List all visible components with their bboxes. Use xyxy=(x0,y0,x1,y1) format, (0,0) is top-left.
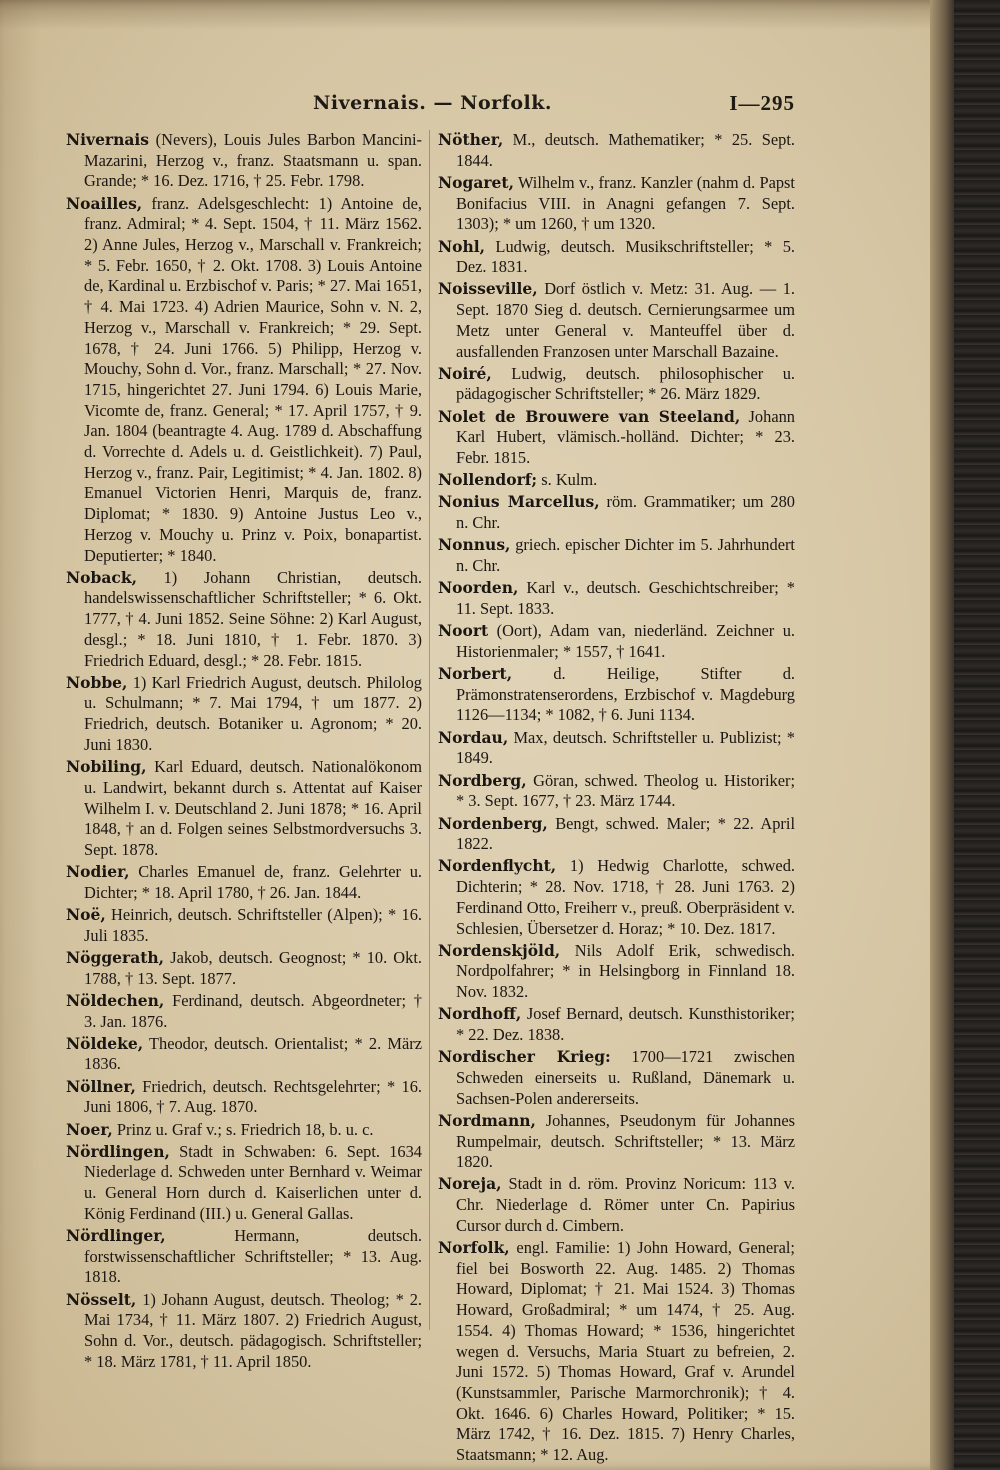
entry-headword: Noiré, xyxy=(438,363,492,383)
entry-headword: Nonius Marcellus, xyxy=(438,492,600,512)
entry-headword: Noorden, xyxy=(438,578,519,598)
left-column xyxy=(66,130,422,1374)
book-spine-edge xyxy=(954,0,1000,1470)
entry-headword: Nolet de Brouwere van Steeland, xyxy=(438,406,741,426)
dictionary-entry xyxy=(66,1142,422,1225)
dictionary-entry xyxy=(438,130,795,171)
entry-headword: Noailles, xyxy=(66,193,143,213)
entry-text: Karl v., deutsch. Geschichtschreiber; * 11. Sept. 1833. xyxy=(456,578,795,618)
entry-headword: Norfolk, xyxy=(438,1238,510,1258)
dictionary-entry xyxy=(66,194,422,567)
entry-headword: Nöggerath, xyxy=(66,947,165,967)
column-divider xyxy=(429,130,430,1330)
dictionary-entry xyxy=(438,856,795,939)
entry-text: 1700—1721 zwischen Schweden einerseits u. Rußland, Dänemark u. Sachsen-Polen andererseits. xyxy=(456,1047,795,1108)
entry-text: Heinrich, deutsch. Schriftsteller (Alpen); * 16. Juli 1835. xyxy=(84,905,422,945)
entry-headword: Noreja, xyxy=(438,1174,502,1194)
entry-headword: Nohl, xyxy=(438,236,486,256)
entry-text: engl. Familie: 1) John Howard, General; fiel bei Bosworth 22. Aug. 1485. 2) Thomas Howard, Diplomat; † 21. Mai 1524. 3) Thomas Howard, Großadmiral; * um 1474, † 25. Aug. 1554. 4) Thomas Howard; * 1536, hingerichtet wegen d. Versuchs, Maria Stuart zu befreien, 2. Juni 1572. 5) Thomas Howard, Graf v. Arundel (Kunstsammler, Parische Marmorchronik); † 4. Okt. 1646. 6) Charles Howard, Politiker; * 15. März 1742, † 16. Dez. 1815. 7) Henry Charles, Staatsmann; * 12. Aug. xyxy=(456,1238,795,1465)
entry-headword: Nordau, xyxy=(438,727,509,747)
dictionary-entry xyxy=(438,1238,795,1466)
entry-text: Prinz u. Graf v.; s. Friedrich 18, b. u. c. xyxy=(112,1119,374,1139)
entry-text: Bengt, schwed. Maler; * 22. April 1822. xyxy=(456,813,795,854)
dictionary-entry xyxy=(438,407,795,469)
entry-headword: Nollendorf; xyxy=(438,470,538,490)
dictionary-entry xyxy=(66,1290,422,1373)
dictionary-entry xyxy=(438,364,795,405)
dictionary-entry xyxy=(66,991,422,1032)
entry-text: franz. Adelsgeschlecht: 1) Antoine de, franz. Admiral; * 4. Sept. 1504, † 11. März 1562. 2) Anne Jules, Herzog v., Marschall v. Frankreich; * 5. Febr. 1650, † 2. Okt. 1708. 3) Louis Antoine de, Kardinal u. Erzbischof v. Paris; * 27. Mai 1651, † 4. Mai 1723. 4) Adrien Maurice, Sohn v. N. 2, Herzog v., Marschall v. Frankreich; * 29. Sept. 1678, † 24. Juni 1766. 5) Philipp, Herzog v. Mouchy, Sohn d. Vor., franz. Marschall; * 27. Nov. 1715, hingerichtet 27. Juni 1794. 6) Louis Marie, Vicomte de, franz. General; * 17. April 1757, † 9. Jan. 1804 (beantragte 4. Aug. 1789 d. Abschaffung d. Vorrechte d. Adels u. d. Geistlichkeit). 7) Paul, Herzog v., franz. Pair, Legitimist; * 4. Jan. 1802. 8) Emanuel Victorien Henri, Marquis de, franz. Diplomat; * 1830. 9) Antoine Justus Leo v., Herzog v. Mouchy u. Prinz v. Poix, bonapartist. Deputierter; * 1840. xyxy=(84,193,422,565)
entry-headword: Noisseville, xyxy=(438,279,538,299)
dictionary-entry xyxy=(438,237,795,278)
dictionary-entry xyxy=(438,1004,795,1045)
dictionary-entry xyxy=(438,941,795,1003)
entry-headword: Nordmann, xyxy=(438,1110,536,1130)
entry-headword: Nöther, xyxy=(438,130,504,149)
dictionary-entry xyxy=(66,1226,422,1288)
right-column xyxy=(438,130,795,1467)
entry-text: 1) Hedwig Charlotte, schwed. Dichterin; * 28. Nov. 1718, † 28. Juni 1763. 2) Ferdinand Otto, Freiherr v., preuß. Oberpräsident v. Schlesien, Übersetzer d. Horaz; * 10. Dez. 1817. xyxy=(456,856,795,938)
entry-headword: Nobiling, xyxy=(66,757,147,777)
entry-headword: Noë, xyxy=(66,905,106,925)
entry-text: Charles Emanuel de, franz. Gelehrter u. Dichter; * 18. April 1780, † 26. Jan. 1844. xyxy=(84,862,422,902)
dictionary-entry xyxy=(438,470,795,491)
entry-text: Stadt in d. röm. Provinz Noricum: 113 v. Chr. Niederlage d. Römer unter Cn. Papirius Cursor durch d. Cimbern. xyxy=(456,1174,795,1235)
entry-headword: Nördlinger, xyxy=(66,1226,166,1246)
dictionary-entry xyxy=(66,673,422,756)
entry-text: Max, deutsch. Schriftsteller u. Publizist; * 1849. xyxy=(456,727,795,768)
dictionary-entry xyxy=(438,173,795,235)
entry-text: Stadt in Schwaben: 6. Sept. 1634 Niederlage d. Schweden unter Bernhard v. Weimar u. General Horn durch d. Kaiserlichen unter d. König Ferdinand (III.) u. General Gallas. xyxy=(84,1141,422,1223)
entry-text: Johann Karl Hubert, vlämisch.-holländ. Dichter; * 23. Febr. 1815. xyxy=(456,406,795,468)
page-number: I—295 xyxy=(729,91,795,115)
entry-headword: Norbert, xyxy=(438,664,513,684)
dictionary-entry xyxy=(66,568,422,672)
entry-headword: Nobbe, xyxy=(66,672,128,692)
dictionary-entry xyxy=(66,862,422,903)
entry-text: griech. epischer Dichter im 5. Jahrhundert n. Chr. xyxy=(456,535,795,576)
entry-headword: Nordischer Krieg: xyxy=(438,1047,611,1067)
entry-text: 1) Johann Christian, deutsch. handelswissenschaftlicher Schriftsteller; * 6. Okt. 1777, † 4. Juni 1852. Seine Söhne: 2) Karl August, desgl.; * 18. Juni 1810, † 1. Febr. 1870. 3) Friedrich Eduard, desgl.; * 28. Febr. 1815. xyxy=(84,567,422,670)
dictionary-entry xyxy=(438,1174,795,1236)
dictionary-entry xyxy=(66,905,422,946)
entry-text: M., deutsch. Mathematiker; * 25. Sept. 1844. xyxy=(456,130,795,170)
dictionary-entry xyxy=(438,664,795,726)
entry-headword: Nogaret, xyxy=(438,172,514,192)
dictionary-entry xyxy=(438,578,795,619)
entry-headword: Nordenskjöld, xyxy=(438,940,561,960)
dictionary-entry xyxy=(66,130,422,192)
entry-text: Wilhelm v., franz. Kanzler (nahm d. Papst Bonifacius VIII. in Anagni gefangen 7. Sept. 1303); * um 1260, † um 1320. xyxy=(456,172,795,234)
entry-headword: Noback, xyxy=(66,567,137,587)
entry-text: Karl Eduard, deutsch. Nationalökonom u. Landwirt, bekannt durch s. Attentat auf Kaiser Wilhelm I. v. Deutschland 2. Juni 1878; * 16. April 1848, † an d. Folgen seines Selbstmordversuchs 3. Sept. 1878. xyxy=(84,757,422,859)
entry-text: Nils Adolf Erik, schwedisch. Nordpolfahrer; * in Helsingborg in Finnland 18. Nov. 1832. xyxy=(456,940,795,1002)
entry-headword: Nordenflycht, xyxy=(438,856,557,876)
entry-text: Josef Bernard, deutsch. Kunsthistoriker; * 22. Dez. 1838. xyxy=(456,1004,795,1045)
dictionary-entry xyxy=(66,948,422,989)
entry-text: s. Kulm. xyxy=(537,470,598,490)
entry-text: 1) Johann August, deutsch. Theolog; * 2. Mai 1734, † 11. März 1807. 2) Friedrich August, Sohn d. Vor., deutsch. pädagogisch. Schriftsteller; * 18. März 1781, † 11. April 1850. xyxy=(84,1289,422,1371)
entry-headword: Noer, xyxy=(66,1119,113,1139)
dictionary-entry xyxy=(438,814,795,855)
entry-headword: Nösselt, xyxy=(66,1289,137,1309)
entry-headword: Nöldeke, xyxy=(66,1033,144,1053)
entry-text: Dorf östlich v. Metz: 31. Aug. — 1. Sept. 1870 Sieg d. deutsch. Cernierungsarmee um Metz unter General v. Manteuffel über d. ausfallenden Franzosen unter Marschall Bazaine. xyxy=(456,279,795,361)
page-header xyxy=(70,88,795,118)
entry-text: 1) Karl Friedrich August, deutsch. Philolog u. Schulmann; * 7. Mai 1794, † um 1877. 2) Friedrich, deutsch. Botaniker u. Agronom; * 20. Juni 1830. xyxy=(84,672,422,754)
entry-text: d. Heilige, Stifter d. Prämonstratenserordens, Erzbischof v. Magdeburg 1126—1134; * 1082, † 6. Juni 1134. xyxy=(456,664,795,725)
entry-headword: Nonnus, xyxy=(438,535,511,555)
entry-headword: Nöllner, xyxy=(66,1076,136,1096)
entry-headword: Nivernais xyxy=(66,130,150,149)
dictionary-entry xyxy=(438,535,795,576)
dictionary-entry xyxy=(66,1120,422,1141)
entry-text: Theodor, deutsch. Orientalist; * 2. März 1836. xyxy=(84,1033,422,1074)
running-head: Nivernais. — Norfolk. xyxy=(312,92,552,114)
entry-text: Ludwig, deutsch. philosophischer u. pädagogischer Schriftsteller; * 26. März 1829. xyxy=(456,363,795,404)
entry-headword: Nördlingen, xyxy=(66,1141,170,1161)
dictionary-entry xyxy=(438,1111,795,1173)
dictionary-entry xyxy=(438,279,795,362)
entry-text: (Nevers), Louis Jules Barbon Mancini-Mazarini, Herzog v., franz. Staatsmann u. span. Grande; * 16. Dez. 1716, † 25. Febr. 1798. xyxy=(84,130,422,191)
entry-text: Friedrich, deutsch. Rechtsgelehrter; * 16. Juni 1806, † 7. Aug. 1870. xyxy=(84,1076,422,1117)
dictionary-entry xyxy=(66,1034,422,1075)
dictionary-entry xyxy=(66,757,422,861)
entry-text: Hermann, deutsch. forstwissenschaftlicher Schriftsteller; * 13. Aug. 1818. xyxy=(84,1226,422,1287)
entry-text: (Oort), Adam van, niederländ. Zeichner u. Historienmaler; * 1557, † 1641. xyxy=(456,621,795,661)
entry-headword: Nordenberg, xyxy=(438,813,548,833)
entry-headword: Nordhoff, xyxy=(438,1004,522,1024)
entry-text: Ferdinand, deutsch. Abgeordneter; † 3. Jan. 1876. xyxy=(84,990,422,1031)
dictionary-entry xyxy=(438,771,795,812)
entry-headword: Nordberg, xyxy=(438,770,527,790)
entry-text: Göran, schwed. Theolog u. Historiker; * 3. Sept. 1677, † 23. März 1744. xyxy=(456,770,795,811)
dictionary-entry xyxy=(438,621,795,662)
entry-text: röm. Grammatiker; um 280 n. Chr. xyxy=(456,492,795,533)
dictionary-entry xyxy=(438,1047,795,1109)
page-edge xyxy=(930,0,954,1470)
entry-text: Ludwig, deutsch. Musikschriftsteller; * 5. Dez. 1831. xyxy=(456,236,795,277)
entry-text: Johannes, Pseudonym für Johannes Rumpelmair, deutsch. Schriftsteller; * 13. März 1820. xyxy=(456,1110,795,1172)
entry-headword: Nodier, xyxy=(66,862,130,882)
dictionary-entry xyxy=(66,1077,422,1118)
entry-text: Jakob, deutsch. Geognost; * 10. Okt. 1788, † 13. Sept. 1877. xyxy=(84,947,422,988)
dictionary-entry xyxy=(438,728,795,769)
entry-headword: Nöldechen, xyxy=(66,990,165,1010)
entry-headword: Noort xyxy=(438,621,489,641)
dictionary-entry xyxy=(438,492,795,533)
